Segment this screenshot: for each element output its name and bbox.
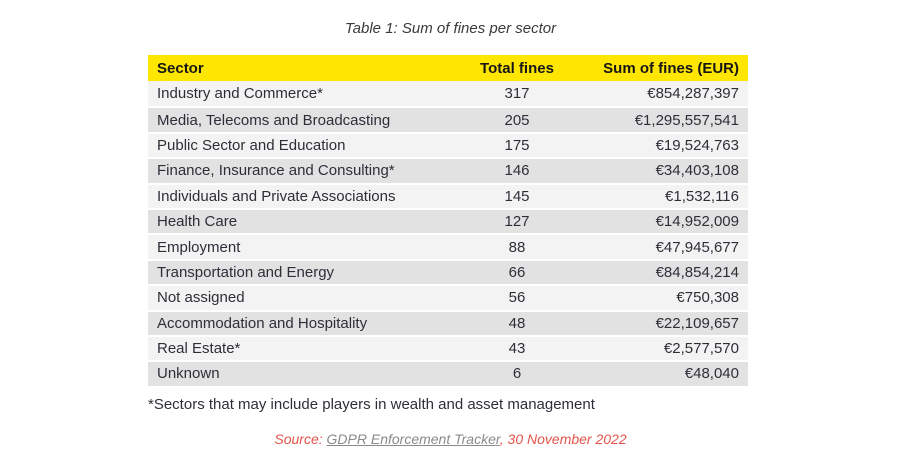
table-row [148, 233, 748, 258]
sector-cell: Employment [157, 238, 241, 256]
table-row [148, 335, 748, 360]
total-fines-cell: 127 [504, 213, 530, 231]
header-sum-of-fines: Sum of fines (EUR) [603, 59, 739, 77]
sector-cell: Individuals and Private Associations [157, 187, 396, 205]
table-row [148, 284, 748, 309]
sector-cell: Industry and Commerce* [157, 85, 323, 103]
table-header-row [148, 55, 748, 81]
table-row [148, 208, 748, 233]
table-row [148, 106, 748, 131]
table-row [148, 81, 748, 106]
table-title: Table 1: Sum of fines per sector [344, 20, 557, 37]
source-link[interactable]: GDPR Enforcement Tracker [326, 431, 500, 447]
sum-of-fines-cell: €1,532,116 [665, 187, 739, 205]
sector-cell: Unknown [157, 365, 220, 383]
table-row [148, 360, 748, 385]
total-fines-cell: 205 [504, 111, 530, 129]
source-date: , 30 November 2022 [499, 431, 627, 447]
table-row [148, 157, 748, 182]
sector-cell: Media, Telecoms and Broadcasting [157, 111, 391, 129]
sector-cell: Health Care [157, 213, 238, 231]
sector-cell: Not assigned [157, 289, 245, 307]
source-line [0, 431, 901, 447]
total-fines-cell: 48 [508, 314, 526, 332]
total-fines-cell: 317 [504, 85, 530, 103]
total-fines-cell: 145 [504, 187, 530, 205]
table-body [148, 81, 748, 386]
sum-of-fines-cell: €750,308 [676, 289, 739, 307]
total-fines-cell: 56 [508, 289, 526, 307]
sum-of-fines-cell: €48,040 [684, 365, 739, 383]
sum-of-fines-cell: €854,287,397 [647, 85, 739, 103]
source-label: Source: [274, 431, 327, 447]
sum-of-fines-cell: €22,109,657 [655, 314, 739, 332]
table-row [148, 310, 748, 335]
total-fines-cell: 6 [512, 365, 522, 383]
sum-of-fines-cell: €84,854,214 [655, 263, 739, 281]
sector-cell: Finance, Insurance and Consulting* [157, 162, 395, 180]
sector-cell: Public Sector and Education [157, 136, 346, 154]
footnote: *Sectors that may include players in wealth and asset management [148, 396, 595, 413]
header-sector: Sector [157, 59, 204, 77]
total-fines-cell: 146 [504, 162, 530, 180]
sum-of-fines-cell: €47,945,677 [655, 238, 739, 256]
total-fines-cell: 66 [508, 263, 526, 281]
sum-of-fines-cell: €1,295,557,541 [634, 111, 739, 129]
table-row [148, 132, 748, 157]
total-fines-cell: 88 [508, 238, 526, 256]
sector-cell: Transportation and Energy [157, 263, 335, 281]
sector-cell: Accommodation and Hospitality [157, 314, 368, 332]
sum-of-fines-cell: €19,524,763 [655, 136, 739, 154]
sum-of-fines-cell: €2,577,570 [663, 340, 739, 358]
fines-per-sector-table [148, 55, 748, 386]
sector-cell: Real Estate* [157, 340, 241, 358]
table-row [148, 183, 748, 208]
table-row [148, 259, 748, 284]
total-fines-cell: 175 [504, 136, 530, 154]
sum-of-fines-cell: €14,952,009 [655, 213, 739, 231]
total-fines-cell: 43 [508, 340, 526, 358]
header-total-fines: Total fines [480, 59, 554, 77]
sum-of-fines-cell: €34,403,108 [655, 162, 739, 180]
